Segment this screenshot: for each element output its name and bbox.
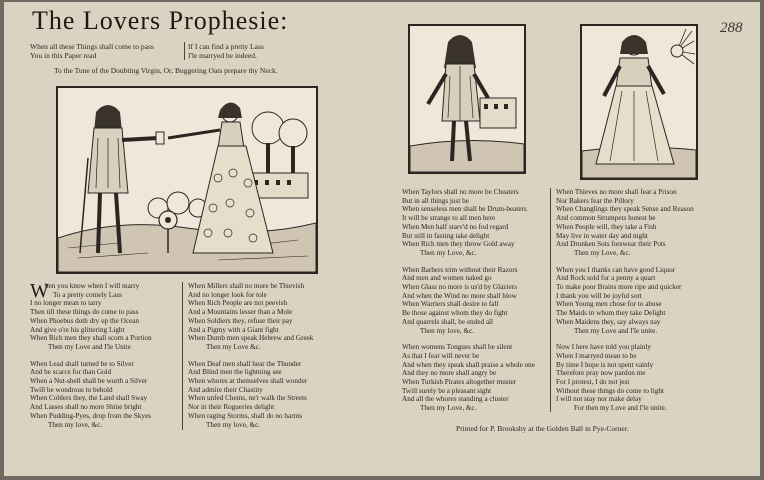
- lady-illustration: [582, 26, 696, 178]
- verse-line: When Pudding-Pyes, drop from the Skyes: [30, 411, 151, 420]
- verse-line: When Changlings they speak Sense and Reason: [556, 205, 694, 214]
- verse-line: When I marryed mean to be: [556, 351, 637, 360]
- verse-line: When you I thanks can have good Liquor: [556, 265, 676, 274]
- refrain-line: Then my love, &c.: [420, 326, 475, 335]
- intro-right-line: If I can find a pretty Lass: [188, 42, 264, 51]
- verse-line: When Rich People are not peevish: [188, 299, 288, 308]
- courting-couple-illustration: [58, 88, 316, 272]
- verse-line: Nor Bakers fear the Pillory: [556, 196, 634, 205]
- verse-line: And when the Wind no more shall blow: [402, 291, 517, 300]
- ballad-title: The Lovers Prophesie:: [32, 6, 289, 35]
- verse-column-2: [188, 282, 313, 429]
- verse-line: When Deaf men shall hear the Thunder: [188, 359, 302, 368]
- verse-line: For I protest, I do not jest: [556, 378, 630, 387]
- refrain-line: Then my love, &c.: [206, 420, 261, 429]
- intro-left-line: You in this Paper read: [30, 51, 97, 60]
- column-divider: [182, 282, 183, 430]
- refrain-line: Then my Love, &c.: [574, 248, 631, 257]
- verse-line: And Blind men the lightning see: [188, 368, 282, 377]
- verse-line: When unfed Chems, ne'r walk the Streets: [188, 394, 307, 403]
- printer-imprint: Printed for P. Brooksby at the Golden Ball in Pye-Corner.: [456, 424, 629, 433]
- verse-line: When Warriers shall desire to fall: [402, 300, 499, 309]
- verse-line: And a Pigmy with a Giant fight: [188, 325, 279, 334]
- verse-line: When Turkish Pirates altogether muster: [402, 378, 517, 387]
- verse-line: To make poor Brains more ripe and quicker: [556, 283, 682, 292]
- verse-line: As that I fear will never be: [402, 351, 480, 360]
- verse-line: And admire their Chastity: [188, 385, 263, 394]
- refrain-line: Then my Love, &c.: [420, 404, 477, 413]
- tune-line: To the Tune of the Doubting Virgin, Or, Buggering Oats prepare thy Neck.: [54, 66, 278, 75]
- drop-cap: W: [30, 280, 49, 302]
- page-number: 288: [720, 20, 743, 36]
- verse-line: But still in fasting take delight: [402, 231, 490, 240]
- verse-line: I thank you will be joyful sort: [556, 291, 642, 300]
- refrain-line: Then my love, &c.: [48, 420, 103, 429]
- verse-column-4: [556, 188, 694, 413]
- verse-line: When Rich men they throw Gold away: [402, 240, 515, 249]
- verse-line: And Rock sold for a penny a quart: [556, 274, 656, 283]
- verse-line: When raging Storms, shall do no harms: [188, 411, 302, 420]
- refrain-line: Then my Love, &c.: [420, 248, 477, 257]
- verse-line: The Maids in whom they take Delight: [556, 309, 666, 318]
- refrain-line: For then my Love and I'le unite.: [574, 404, 667, 413]
- verse-line: And they no more shall angry be: [402, 369, 497, 378]
- intro-right: [188, 42, 264, 60]
- verse-line: May live in water day and night: [556, 231, 648, 240]
- verse-line: And Lasses shall no more Shine bright: [30, 403, 142, 412]
- woodcut-courting-couple: [56, 86, 318, 274]
- verse-line: By time I hope is not spent vainly: [556, 360, 654, 369]
- verse-line: I no longer mean to tarry: [30, 299, 102, 308]
- verse-line: Therefore pray now pardon me: [556, 369, 646, 378]
- verse-line: Twill surely be a pleasant sight: [402, 386, 492, 395]
- refrain-line: Then my Love &c.: [206, 342, 261, 351]
- verse-line: Without these things do come to light: [556, 386, 664, 395]
- verse-line: Twill be wondrous to behold: [30, 385, 113, 394]
- verse-line: When Dumb men speak Hebrew and Greek: [188, 334, 314, 343]
- verse-line: Then till these things do come to pass: [30, 308, 139, 317]
- verse-line: Now I here have told you plainly: [556, 343, 652, 352]
- verse-line: But in all things just be: [402, 196, 469, 205]
- verse-line: Nor in their Rogueries delight: [188, 403, 275, 412]
- verse-line: When whores at themselves shall wonder: [188, 377, 308, 386]
- verse-line: To a pretty comely Lass: [53, 290, 122, 299]
- verse-line: When womens Tongues shall be silent: [402, 343, 513, 352]
- verse-line: When Men half starv'd no fod regard: [402, 222, 509, 231]
- verse-line: When People will, they take a Fish: [556, 222, 657, 231]
- verse-line: When Coblers they, the Land shall Sway: [30, 394, 148, 403]
- verse-line: When Taylors shall no more be Cheaters: [402, 188, 519, 196]
- woodcut-lady: [580, 24, 698, 180]
- verse-line: When Thieves no more shall fear a Prison: [556, 188, 677, 196]
- woodcut-gentleman: [408, 24, 526, 174]
- verse-line: When Barbers trim without their Razors: [402, 265, 518, 274]
- broadside-sheet: [4, 2, 760, 476]
- verse-line: When Millers shall no more be Thievish: [188, 282, 305, 290]
- refrain-line: Then my Love and I'le Unite: [48, 342, 131, 351]
- verse-line: And all the whores standing a cluster: [402, 395, 509, 404]
- verse-line: And a Mountains lesser than a Mole: [188, 308, 293, 317]
- verse-line: When Rich men they shall scorn a Portion: [30, 334, 152, 343]
- verse-line: And quarrels shall, be ended all: [402, 317, 494, 326]
- verse-line: And when they speak shall praise a whole one: [402, 360, 535, 369]
- column-divider: [550, 188, 551, 412]
- intro-left: [30, 42, 154, 60]
- verse-line: When Lead shall turned be to Silver: [30, 359, 134, 368]
- verse-line: And men and women naked go: [402, 274, 492, 283]
- verse-line: And common Strumpets honest be: [556, 214, 656, 223]
- verse-line: It will be strange to all men here: [402, 214, 496, 223]
- verse-line: hen you know when I will marry: [45, 282, 140, 290]
- verse-line: I will not stay nor make delay: [556, 395, 642, 404]
- verse-line: When Maidens they, say always nay: [556, 317, 661, 326]
- intro-right-line: I'le marryed be indeed.: [188, 51, 257, 60]
- verse-line: When Young men chose for to abuse: [556, 300, 662, 309]
- refrain-line: Then my Love and I'le unite.: [574, 326, 658, 335]
- verse-column-3: [402, 188, 535, 413]
- verse-line: And be scarce for than Gold: [30, 368, 112, 377]
- verse-line: When Soldiers they, refuse their pay: [188, 316, 293, 325]
- intro-left-line: When all these Things shall come to pass: [30, 42, 154, 51]
- verse-line: Be those against whom they do fight: [402, 309, 508, 318]
- gentleman-illustration: [410, 26, 524, 172]
- verse-column-1: [30, 282, 152, 429]
- verse-line: And no longer look for tole: [188, 290, 267, 299]
- verse-line: When Phoebus doth dry up the Ocean: [30, 316, 139, 325]
- intro-divider: [184, 42, 185, 60]
- verse-line: And give o're his glittering Light: [30, 325, 125, 334]
- verse-line: And Drunken Sots forswear their Pots: [556, 240, 666, 249]
- verse-line: When a Nut-shell shall be worth a Silver: [30, 377, 148, 386]
- verse-line: When senseless men shall be Drum-beaters: [402, 205, 527, 214]
- verse-line: When Glass no more is us'd by Glaziers: [402, 283, 517, 292]
